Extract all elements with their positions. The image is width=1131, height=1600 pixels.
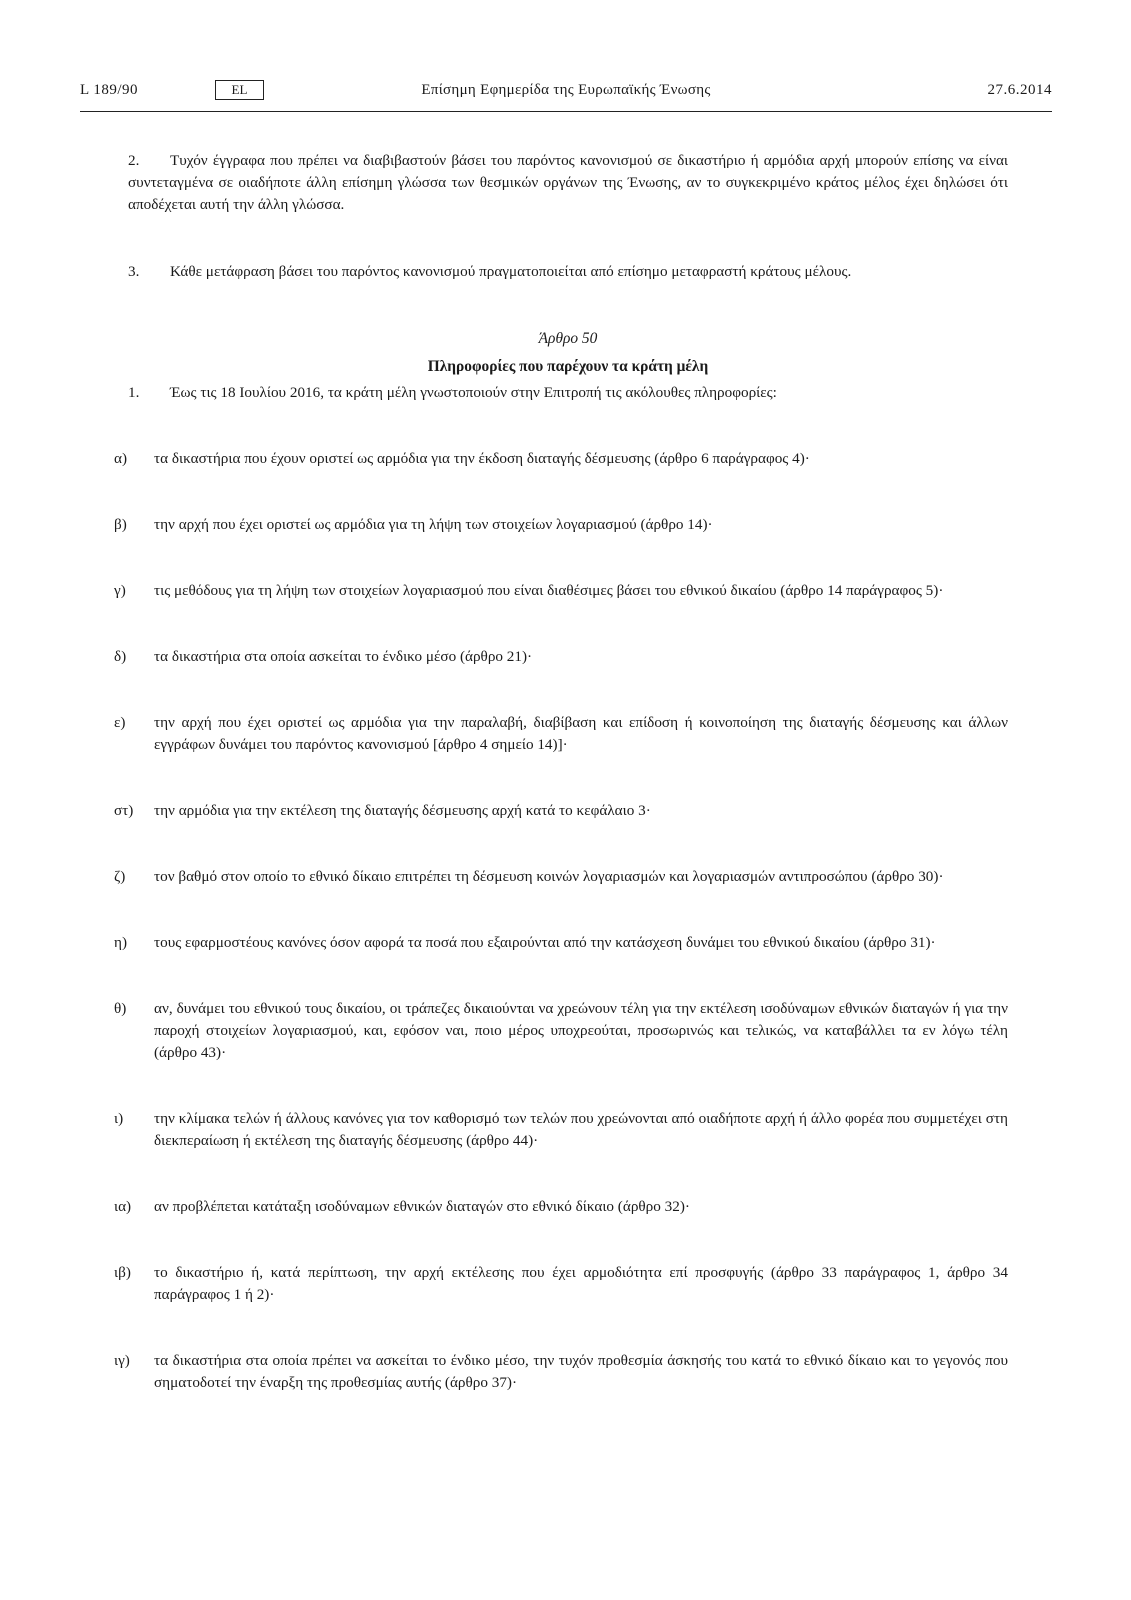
- list-item-text: την αρχή που έχει οριστεί ως αρμόδια για τη λήψη των στοιχείων λογαριασμού (άρθρο 14)·: [154, 516, 713, 533]
- list-item: [114, 646, 1008, 668]
- language-badge: EL: [215, 80, 264, 100]
- spacer: [128, 954, 1008, 998]
- paragraph-number: 2.: [128, 152, 140, 169]
- list-item-text: τα δικαστήρια στα οποία ασκείται το ένδικο μέσο (άρθρο 21)·: [154, 648, 533, 665]
- item-list: [114, 404, 1008, 1394]
- spacer: [128, 756, 1008, 800]
- spacer: [128, 470, 1008, 514]
- list-item: [114, 1262, 1008, 1306]
- list-item-text: τα δικαστήρια στα οποία πρέπει να ασκείται το ένδικο μέσο, την τυχόν προθεσμία άσκησής του κατά το εθνικό δίκαιο και το γεγονός που σηματοδοτεί την έναρξη της προθεσμίας αυτής (άρθρο 37)·: [154, 1352, 1008, 1391]
- list-item: [114, 580, 1008, 602]
- list-item-text: την κλίμακα τελών ή άλλους κανόνες για τον καθορισμό των τελών που χρεώνονται από οιαδήποτε αρχή ή άλλο φορέα που συμμετέχει στη διεκπεραίωση ή εκτέλεση της διαταγής δέσμευσης (άρθρο 44)·: [154, 1110, 1008, 1149]
- article-title: Άρθρο 50: [538, 330, 598, 347]
- spacer: [128, 1306, 1008, 1350]
- list-item-label: ε): [114, 714, 126, 731]
- spacer: [128, 216, 1008, 261]
- list-item: [114, 932, 1008, 954]
- publication-date: 27.6.2014: [987, 82, 1052, 98]
- list-item-text: τον βαθμό στον οποίο το εθνικό δίκαιο επιτρέπει τη δέσμευση κοινών λογαριασμών και λογαριασμών αντιπροσώπου (άρθρο 30)·: [154, 868, 944, 885]
- list-item: [114, 712, 1008, 756]
- list-item-text: το δικαστήριο ή, κατά περίπτωση, την αρχή εκτέλεσης που έχει αρμοδιότητα επί προσφυγής (άρθρο 33 παράγραφος 1, άρθρο 34 παράγραφος 1 ή 2)·: [154, 1264, 1008, 1303]
- spacer: [128, 1064, 1008, 1108]
- page-header: [80, 80, 1052, 106]
- list-item: [114, 866, 1008, 888]
- list-item-label: ια): [114, 1198, 132, 1215]
- journal-title: Επίσημη Εφημερίδα της Ευρωπαϊκής Ένωσης: [421, 82, 711, 98]
- spacer: [128, 404, 1008, 448]
- paragraph-text: Κάθε μετάφραση βάσει του παρόντος κανονισμού πραγματοποιείται από επίσημο μεταφραστή κράτους μέλους.: [170, 263, 852, 280]
- spacer: [128, 1152, 1008, 1196]
- journal-reference: L 189/90: [80, 82, 139, 98]
- list-item-label: ι): [114, 1110, 124, 1127]
- document-body: [114, 150, 1008, 1394]
- list-item: [114, 1108, 1008, 1152]
- list-item-text: τα δικαστήρια που έχουν οριστεί ως αρμόδια για την έκδοση διαταγής δέσμευσης (άρθρο 6 παράγραφος 4)·: [154, 450, 810, 467]
- article-heading: Πληροφορίες που παρέχουν τα κράτη μέλη: [427, 358, 709, 375]
- spacer: [128, 888, 1008, 932]
- list-item-text: την αρχή που έχει οριστεί ως αρμόδια για την παραλαβή, διαβίβαση και επίδοση ή κοινοποίηση της διαταγής δέσμευσης και άλλων εγγράφων δυνάμει του παρόντος κανονισμού [άρθρο 4 σημείο 14)]·: [154, 714, 1008, 753]
- list-item-label: ιγ): [114, 1352, 130, 1369]
- spacer: [128, 822, 1008, 866]
- list-item-label: η): [114, 934, 127, 951]
- list-item: [114, 800, 1008, 822]
- paragraph-number: 3.: [128, 263, 140, 280]
- list-item-text: την αρμόδια για την εκτέλεση της διαταγής δέσμευσης αρχή κατά το κεφάλαιο 3·: [154, 802, 651, 819]
- list-item: [114, 998, 1008, 1064]
- spacer: [128, 668, 1008, 712]
- article-paragraph-1: [128, 382, 1008, 404]
- list-item-text: τις μεθόδους για τη λήψη των στοιχείων λογαριασμού που είναι διαθέσιμες βάσει του εθνικού δικαίου (άρθρο 14 παράγραφος 5)·: [154, 582, 944, 599]
- paragraph-3: [128, 261, 1008, 283]
- spacer: [128, 536, 1008, 580]
- header-rule: [80, 111, 1052, 112]
- list-item-label: ιβ): [114, 1264, 131, 1281]
- list-item-label: δ): [114, 648, 127, 665]
- paragraph-text: Έως τις 18 Ιουλίου 2016, τα κράτη μέλη γνωστοποιούν στην Επιτροπή τις ακόλουθες πληροφορίες:: [170, 384, 777, 401]
- list-item-label: γ): [114, 582, 126, 599]
- list-item: [114, 1350, 1008, 1394]
- list-item-label: ζ): [114, 868, 126, 885]
- spacer: [128, 283, 1008, 328]
- list-item-text: αν, δυνάμει του εθνικού τους δικαίου, οι τράπεζες δικαιούνται να χρεώνουν τέλη για την εκτέλεση ισοδύναμων εθνικών διαταγών ή για την παροχή στοιχείων λογαριασμού, και, εφόσον ναι, ποιο μέρος υποχρεούται, προσωρινώς και τελικώς, να καταβάλλει τα εν λόγω τέλη (άρθρο 43)·: [154, 1000, 1008, 1061]
- list-item-text: αν προβλέπεται κατάταξη ισοδύναμων εθνικών διαταγών στο εθνικό δίκαιο (άρθρο 32)·: [154, 1198, 690, 1215]
- list-item-label: β): [114, 516, 127, 533]
- list-item-label: θ): [114, 1000, 127, 1017]
- list-item-text: τους εφαρμοστέους κανόνες όσον αφορά τα ποσά που εξαιρούνται από την κατάσχεση δυνάμει του εθνικού δικαίου (άρθρο 31)·: [154, 934, 936, 951]
- spacer: [128, 602, 1008, 646]
- list-item: [114, 448, 1008, 470]
- paragraph-text: Τυχόν έγγραφα που πρέπει να διαβιβαστούν βάσει του παρόντος κανονισμού σε δικαστήριο ή αρμόδια αρχή μπορούν επίσης να είναι συντεταγμένα σε οιαδήποτε άλλη επίσημη γλώσσα των θεσμικών οργάνων της Ένωσης, αν το συγκεκριμένο κράτος μέλος έχει δηλώσει ότι αποδέχεται αυτή την άλλη γλώσσα.: [128, 152, 1008, 213]
- list-item-label: α): [114, 450, 128, 467]
- list-item: [114, 514, 1008, 536]
- spacer: [128, 1218, 1008, 1262]
- paragraph-2: [128, 150, 1008, 216]
- list-item-label: στ): [114, 802, 134, 819]
- list-item: [114, 1196, 1008, 1218]
- paragraph-number: 1.: [128, 384, 140, 401]
